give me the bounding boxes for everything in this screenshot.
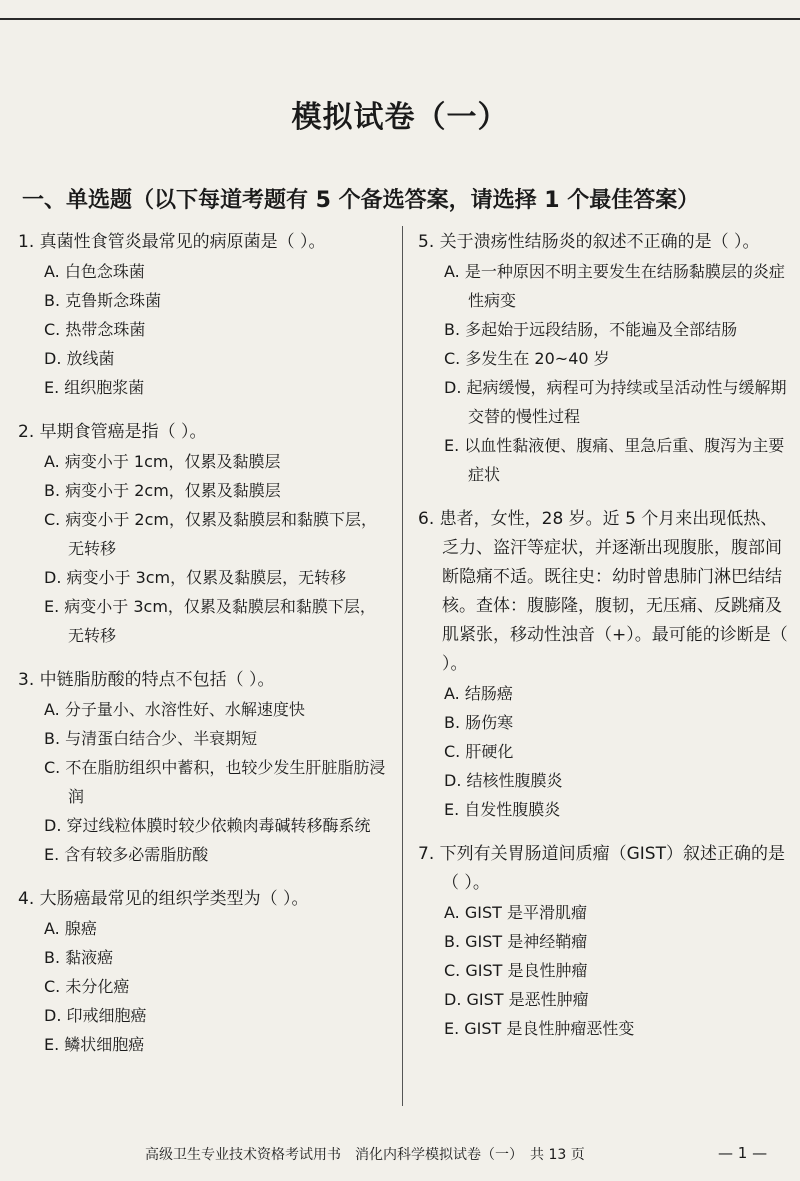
answer-option: A. 结肠癌 [444, 684, 513, 703]
right-column [418, 228, 790, 1059]
question-item [18, 885, 386, 1059]
answer-option: E. 自发性腹膜炎 [444, 800, 561, 819]
question-item [418, 505, 790, 824]
answer-option: A. 病变小于 1cm，仅累及黏膜层 [44, 452, 281, 471]
answer-option: A. 分子量小、水溶性好、水解速度快 [44, 700, 305, 719]
question-item [18, 418, 386, 650]
section-heading: 一、单选题（以下每道考题有 5 个备选答案，请选择 1 个最佳答案） [22, 188, 700, 213]
answer-option: C. 肝硬化 [444, 742, 514, 761]
answer-option: B. 克鲁斯念珠菌 [44, 291, 162, 310]
answer-option: A. 是一种原因不明主要发生在结肠黏膜层的炎症性病变 [444, 262, 785, 310]
page-title: 模拟试卷（一） [291, 100, 509, 135]
footer-text: 高级卫生专业技术资格考试用书 消化内科学模拟试卷（一） 共 13 页 [145, 1147, 585, 1163]
answer-option: B. GIST 是神经鞘瘤 [444, 932, 588, 951]
left-column [18, 228, 386, 1075]
answer-option: A. 白色念珠菌 [44, 262, 145, 281]
question-item [18, 666, 386, 869]
column-divider [402, 226, 403, 1106]
answer-option: E. GIST 是良性肿瘤恶性变 [444, 1019, 635, 1038]
answer-option: C. 病变小于 2cm，仅累及黏膜层和黏膜下层，无转移 [44, 510, 377, 558]
question-item [418, 228, 790, 489]
question-stem: 7. 下列有关胃肠道间质瘤（GIST）叙述正确的是（ ）。 [418, 844, 785, 893]
answer-option: E. 组织胞浆菌 [44, 378, 145, 397]
question-stem: 5. 关于溃疡性结肠炎的叙述不正确的是（ ）。 [418, 232, 760, 252]
answer-option: D. 起病缓慢，病程可为持续或呈活动性与缓解期交替的慢性过程 [444, 378, 787, 426]
answer-option: A. 腺癌 [44, 919, 97, 938]
answer-option: E. 鳞状细胞癌 [44, 1035, 145, 1054]
answer-option: D. 印戒细胞癌 [44, 1006, 147, 1025]
answer-option: C. GIST 是良性肿瘤 [444, 961, 588, 980]
question-stem: 4. 大肠癌最常见的组织学类型为（ ）。 [18, 889, 309, 909]
answer-option: B. 肠伤寒 [444, 713, 514, 732]
answer-option: B. 与清蛋白结合少、半衰期短 [44, 729, 258, 748]
top-rule [0, 18, 800, 20]
page-footer [0, 1141, 800, 1167]
answer-option: B. 黏液癌 [44, 948, 114, 967]
answer-option: B. 多起始于远段结肠，不能遍及全部结肠 [444, 320, 738, 339]
answer-option: A. GIST 是平滑肌瘤 [444, 903, 587, 922]
answer-option: D. 穿过线粒体膜时较少依赖肉毒碱转移酶系统 [44, 816, 371, 835]
answer-option: C. 热带念珠菌 [44, 320, 146, 339]
page-number: — 1 — [718, 1144, 768, 1162]
answer-option: D. 病变小于 3cm，仅累及黏膜层，无转移 [44, 568, 347, 587]
answer-option: D. GIST 是恶性肿瘤 [444, 990, 589, 1009]
question-item [418, 840, 790, 1043]
answer-option: B. 病变小于 2cm，仅累及黏膜层 [44, 481, 281, 500]
question-stem: 1. 真菌性食管炎最常见的病原菌是（ ）。 [18, 232, 326, 252]
answer-option: C. 多发生在 20~40 岁 [444, 349, 610, 368]
answer-option: E. 含有较多必需脂肪酸 [44, 845, 209, 864]
question-stem: 6. 患者，女性，28 岁。近 5 个月来出现低热、乏力、盗汗等症状，并逐渐出现腹胀，腹部间断隐痛不适。既往史：幼时曾患肺门淋巴结结核。查体：腹膨隆，腹韧，无压痛、反跳痛及肌紧张，移动性浊音（+）。最可能的诊断是（ ）。 [418, 509, 788, 674]
answer-option: D. 结核性腹膜炎 [444, 771, 563, 790]
question-stem: 3. 中链脂肪酸的特点不包括（ ）。 [18, 670, 275, 690]
answer-option: D. 放线菌 [44, 349, 115, 368]
answer-option: C. 未分化癌 [44, 977, 130, 996]
answer-option: C. 不在脂肪组织中蓄积，也较少发生肝脏脂肪浸润 [44, 758, 386, 806]
question-stem: 2. 早期食管癌是指（ ）。 [18, 422, 207, 442]
answer-option: E. 病变小于 3cm，仅累及黏膜层和黏膜下层，无转移 [44, 597, 376, 645]
question-item [18, 228, 386, 402]
answer-option: E. 以血性黏液便、腹痛、里急后重、腹泻为主要症状 [444, 436, 785, 484]
